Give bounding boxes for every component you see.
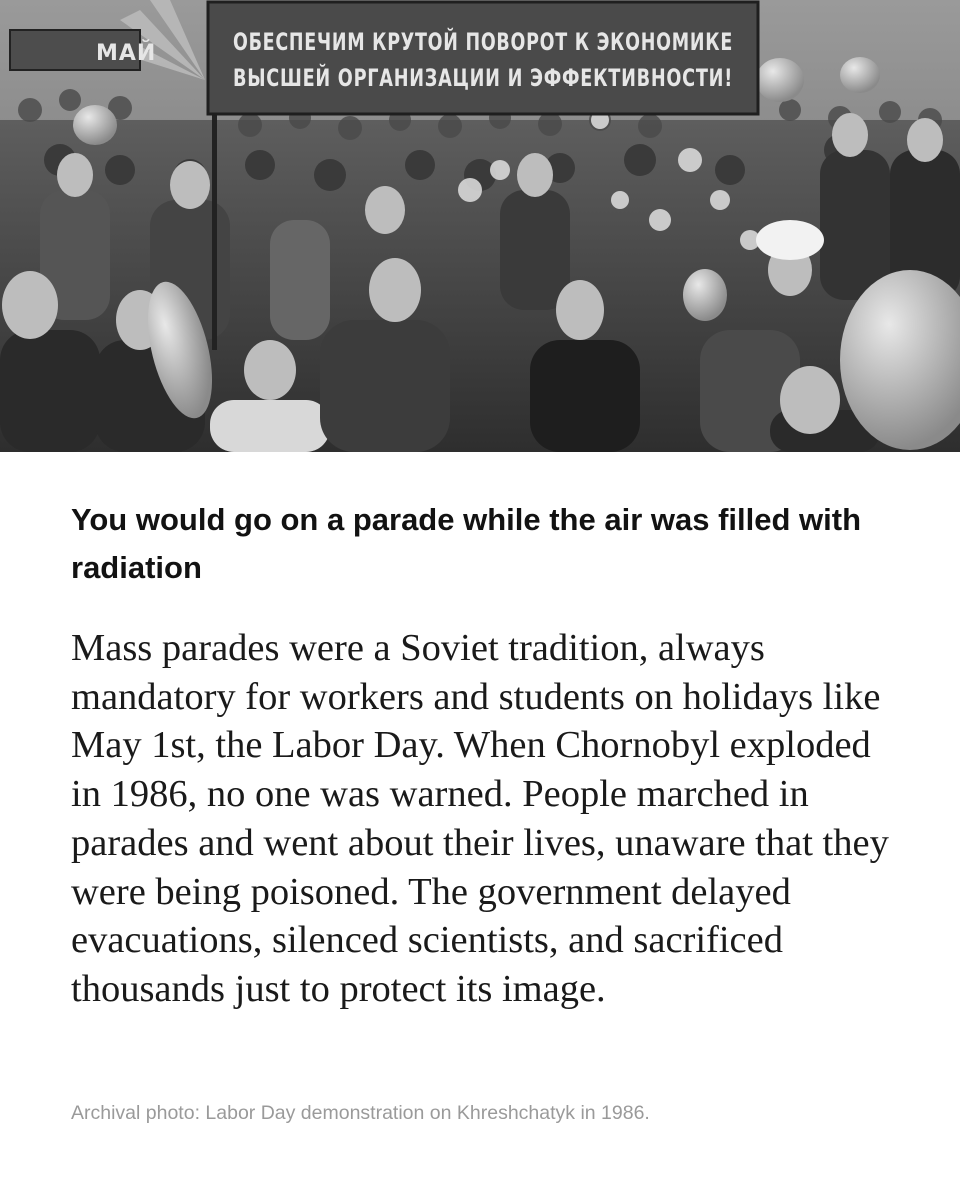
article-body: Mass parades were a Soviet tradition, always mandatory for workers and students on holidays like May 1st, the Labor Day. When Chornobyl exploded in 1986, no one was warned. People marched in parades and went about their lives, unaware that they were being poisoned. The government delayed evacuations, silenced scientists, and sacrificed thousands just to protect its image. xyxy=(71,627,889,1010)
banner-line-1: ОБЕСПЕЧИМ КРУТОЙ ПОВОРОТ К ЭКОНОМИКЕ xyxy=(233,28,919,56)
protest-banner xyxy=(208,2,919,114)
photo-caption: Archival photo: Labor Day demonstration on Khreshchatyk in 1986. xyxy=(71,1102,650,1124)
article-headline: You would go on a parade while the air was filled with radiation xyxy=(71,502,862,585)
archival-photo xyxy=(0,0,960,452)
parade-crowd-illustration xyxy=(0,0,960,452)
small-sign-text: МАЙ xyxy=(96,41,157,66)
banner-line-2: ВЫСШЕЙ ОРГАНИЗАЦИИ И ЭФФЕКТИВНОСТИ! xyxy=(233,64,912,92)
